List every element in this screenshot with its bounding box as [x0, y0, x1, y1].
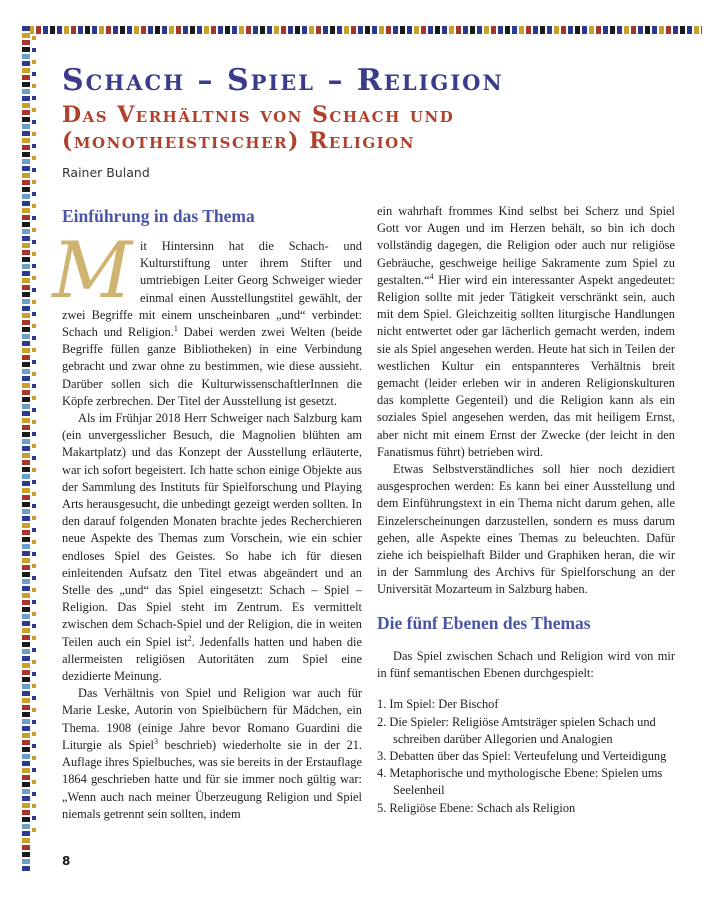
paragraph-4-text-a: ein wahrhaft frommes Kind selbst bei Scherz und Spiel Gott vor Augen und im Herzen behält, so bin ich doch vollständig dagegen, die Religion oder auch nur religiöse Gebräuche, geschweige heilige Sakramente zum Spiel zu gestalten.“: [377, 204, 675, 287]
footnote-ref-1: 1: [173, 323, 178, 333]
list-item: 1. Im Spiel: Der Bischof: [377, 697, 499, 712]
page-title: Schach – Spiel – Religion: [62, 63, 504, 98]
right-column-bottom: [377, 648, 675, 817]
paragraph-1: [52, 226, 362, 410]
page-subtitle: [62, 102, 682, 154]
left-column: [52, 226, 362, 823]
paragraph-4: [377, 203, 675, 461]
paragraph-4-text-b: Hier wird ein interessanter Aspekt angedeutet: Religion sollte mit jeder Tätigkeit verschränkt sein, auch mit dem Spiel. Gleichzeitig sollten liturgische Handlungen nicht entwertet oder gar lächerlich gemacht werden, indem sie als Spiel angesehen werden. Heute hat sich in Teilen der westlichen Kultur ein entspannteres Verhältnis breit gemacht (leider erleben wir in anderen Religionskulturen das komplette Gegenteil) und die Religion kann als ein soziales Spiel angesehen werden, das mit heiligem Ernst, aber nicht mit einem Ernst der Zwecke (der leicht in den Fanatismus führt) betrieben wird.: [377, 272, 675, 459]
paragraph-2-text-b: . Jedenfalls hatten und haben die allermeisten religiösen Autoritäten zum Spiel eine dezidierte Meinung.: [62, 634, 362, 684]
decorative-border-left: [22, 26, 30, 871]
drop-cap: M: [52, 226, 132, 316]
paragraph-2: [62, 410, 362, 685]
list-item: 2. Die Spieler: Religiöse Amtsträger spielen Schach und schreiben darüber Allegorien und Analogien: [377, 714, 656, 746]
paragraph-1-text-a: it Hintersinn hat die Schach- und Kulturstiftung unter ihrem Stifter und umtriebigen Leiter Georg Schweiger wieder einmal einen Ausstellungstitel gewählt, der zwei Begriffe mit einem unscheinbaren „und“ verbindet: Schach und Religion.: [62, 239, 362, 340]
list-item: 4. Metaphorische und mythologische Ebene: Spielen ums Seelenheil: [377, 766, 663, 798]
list-item: 3. Debatten über das Spiel: Verteufelung und Verteidigung: [377, 749, 667, 764]
footnote-ref-3: 3: [154, 736, 158, 746]
footnote-ref-4: 4: [429, 271, 434, 281]
paragraph-2-text-a: Als im Frühjar 2018 Herr Schweiger nach Salzburg kam (ein unvergesslicher Besuch, die Magnolien blühten am Makartplatz) und das Konzept der Ausstellung erläuterte, war ich sofort begeistert. Ich hatte schon einige Objekte aus der Sammlung des Instituts für Spielforschung und Playing Arts herausgesucht, die unbedingt gezeigt werden sollten. In den darauf folgenden Monaten brachte jedes Recherchieren neue Aspekte des Themas zum Vorschein, wie ein schier endloses Spiel des Geistes. So habe ich für diesen einleitenden Aufsatz den Titel etwas abgeändert und an Stelle des „und“ das Spiel eingesetzt: Schach – Spiel – Religion. Das Spiel steht im Zentrum. Es vermittelt zwischen dem Schach-Spiel und der Religion, die in weiten Teilen auch ein Spiel ist: [62, 411, 362, 649]
page-number: 8: [62, 854, 71, 868]
subtitle-line-1: Das Verhältnis von Schach und: [62, 102, 455, 128]
author-name: Rainer Buland: [62, 165, 150, 180]
decorative-border-left-inner: [32, 36, 36, 836]
list-item: 5. Religiöse Ebene: Schach als Religion: [377, 800, 576, 815]
right-column-top: [377, 203, 675, 599]
levels-list: [377, 696, 675, 816]
decorative-border-top: [22, 26, 702, 34]
paragraph-5: Etwas Selbstverständliches soll hier noch dezidiert ausgesprochen werden: Es kann bei einer Ausstellung und dem Einführungstext in ein Thema nicht darum gehen, alle Einzelerscheinungen darzustellen, sondern es muss darum gehen, alle Aspekte eines Themas zu beleuchten. Dafür ziehe ich beispielhaft Bilder und Graphiken heran, die wir in der Sammlung des Archivs für Spielforschung an der Universität Mozarteum in Salzburg haben.: [377, 462, 675, 597]
paragraph-3-text-b: beschrieb) wiederholte sie in der 21. Auflage ihres Spielbuches, was sie bereits in der Erstauflage 1864 geschrieben hatte und für sie immer noch gültig war: „Wenn auch nach meiner Überzeugung Religion und Spiel niemals getrennt sein sollten, indem: [62, 737, 362, 821]
paragraph-6: Das Spiel zwischen Schach und Religion wird von mir in fünf semantischen Ebenen durchgespielt:: [377, 649, 675, 681]
footnote-ref-2: 2: [187, 633, 192, 643]
paragraph-3-text-a: Das Verhältnis von Spiel und Religion war auch für Marie Leske, Autorin von Spielbüchern für Mädchen, ein Thema. 1908 (einige Jahre bevor Romano Guardini die Liturgie als Spiel: [62, 686, 362, 752]
paragraph-1-text-b: Dabei werden zwei Welten (beide Begriffe füllen ganze Bibliotheken) in eine Verbindung gebracht und zwar ohne zu bestimmen, wie diese aussieht. Darüber sollen sich die KulturwissenschaftlerInnen die Köpfe zerbrechen. Der Titel der Ausstellung ist gesetzt.: [62, 325, 362, 408]
paragraph-3: [62, 685, 362, 823]
section-heading-intro: Einführung in das Thema: [62, 206, 255, 226]
subtitle-line-2: (monotheistischer) Religion: [62, 128, 415, 154]
section-heading-levels: Die fünf Ebenen des Themas: [377, 613, 591, 633]
